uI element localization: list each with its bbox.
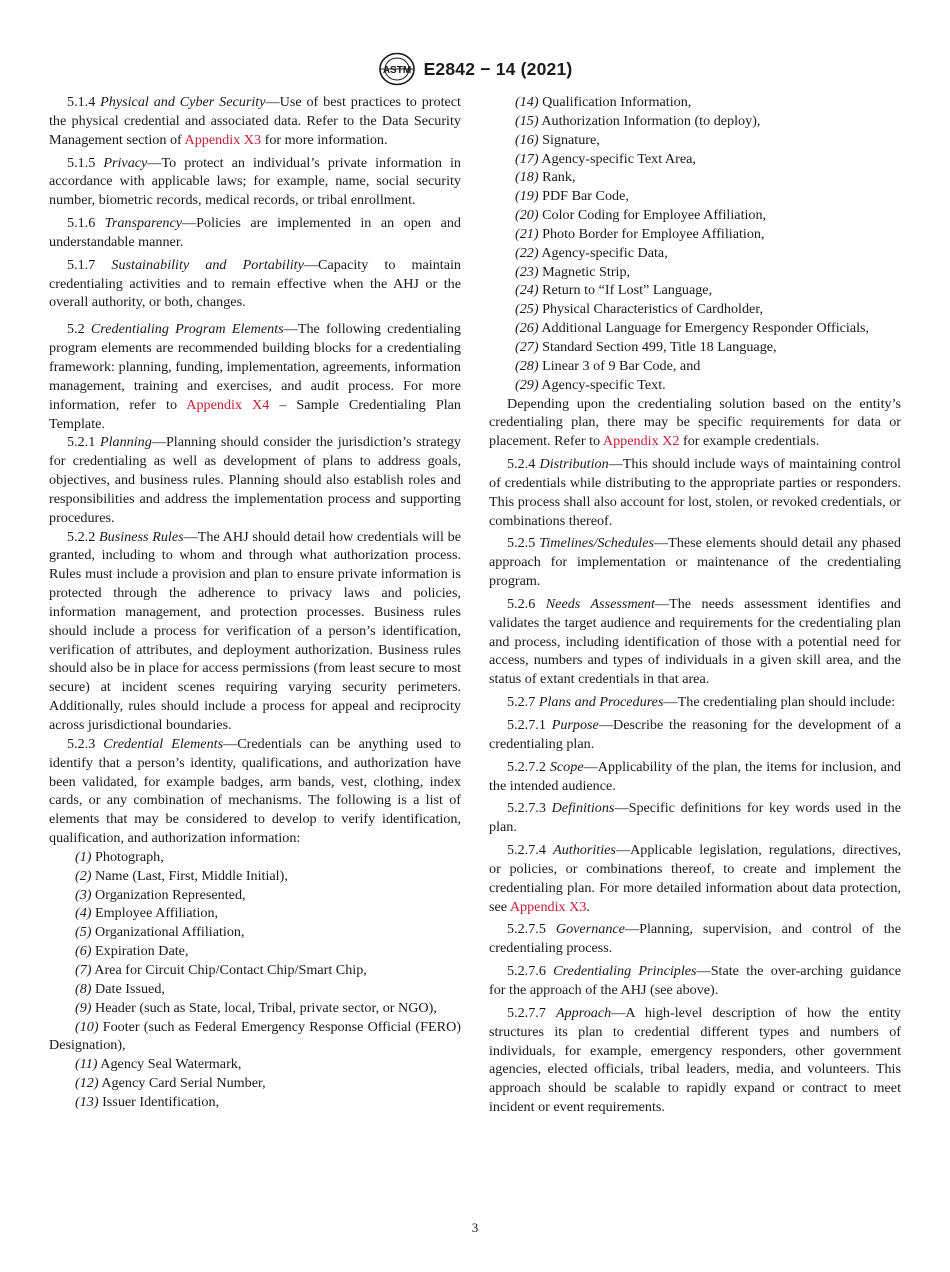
section-5-2-6: 5.2.6 Needs Assessment—The needs assessment identifies and validates the target audience and requirements for the credentialing plan and process, including identification of those with a potential need for access, numbers and types of individuals in a given skill area, and the status of extant credentials in that area. [489, 595, 901, 688]
section-5-2-3: 5.2.3 Credential Elements—Credentials can be anything used to identify that a person’s identity, qualifications, and authorization have been validated, for example badges, arm bands, vest, clothing, index cards, or any combination of mechanisms. The following is a list of elements that may be considered to develop to verify identification, qualification, and authorization information: [49, 735, 461, 847]
right-column [489, 93, 901, 1117]
section-5-2-2: 5.2.2 Business Rules—The AHJ should detail how credentials will be granted, including to whom and through what authorization process. Rules must include a provision and plan to ensure private information is protected through the adherence to privacy laws and policies, information management, and protection processes. Business rules should include a process for verification of a person’s identification, verification of attributes, and deployment authorization. Business rules should also be in place for access permissions (from least secure to most secure) at incident scenes requiring varying security perimeters. Additionally, rules should include a process for appeal and reciprocity across jurisdictional boundaries. [49, 528, 461, 733]
section-5-1-7: 5.1.7 Sustainability and Portability—Capacity to maintain credentialing activities and to remain effective when the AHJ or the overall authority, or both, changes. [49, 256, 461, 311]
list-item: (15) Authorization Information (to deploy), [515, 112, 761, 129]
section-5-2-7-7: 5.2.7.7 Approach—A high-level description of how the entity structures its plan to credential different types and numbers of individuals, for example, emergency responders, other government agencies, elected officials, tribal leaders, media, and volunteers. This approach should be scalable to rapidly expand or contract to meet incident or event requirements. [489, 1004, 902, 1116]
section-5-2-7-2: 5.2.7.2 Scope—Applicability of the plan, the items for inclusion, and the intended audience. [489, 758, 901, 794]
depending-paragraph: Depending upon the credentialing solution based on the entity’s credentialing plan, there may be specific requirements for data or placement. Refer to Appendix X2 for example credentials. [489, 395, 901, 450]
list-item: (22) Agency-specific Data, [515, 244, 668, 261]
section-5-2-7: 5.2.7 Plans and Procedures—The credentialing plan should include: [507, 694, 896, 711]
list-item: (14) Qualification Information, [515, 94, 692, 110]
standard-designation: E2842 − 14 (2021) [423, 58, 573, 79]
list-item: (5) Organizational Affiliation, [75, 924, 245, 941]
list-item: (11) Agency Seal Watermark, [75, 1056, 242, 1073]
list-item: (13) Issuer Identification, [75, 1093, 220, 1110]
list-item: (7) Area for Circuit Chip/Contact Chip/Smart Chip, [75, 961, 367, 978]
appendix-x2-link[interactable]: Appendix X2 [602, 433, 680, 450]
appendix-x4-link[interactable]: Appendix X4 [186, 396, 270, 413]
list-item: (21) Photo Border for Employee Affiliation, [515, 225, 765, 242]
section-5-1-5: 5.1.5 Privacy—To protect an individual’s private information in accordance with applicable laws; for example, name, social security number, biometric records, medical records, or tribal enrollment. [49, 154, 461, 209]
section-5-2-4: 5.2.4 Distribution—This should include ways of maintaining control of credentials while distributing to the appropriate parties or responders. This process shall also account for lost, stolen, or revoked credentials, or combinations thereof. [489, 456, 901, 529]
list-item: (2) Name (Last, First, Middle Initial), [75, 867, 288, 884]
list-item: (9) Header (such as State, local, Tribal, private sector, or NGO), [75, 999, 437, 1016]
section-5-2-5: 5.2.5 Timelines/Schedules—These elements should detail any phased approach for implementation or maintenance of the credentialing program. [489, 535, 901, 590]
page-header [0, 50, 950, 88]
section-5-1-6: 5.1.6 Transparency—Policies are implemented in an open and understandable manner. [49, 215, 461, 250]
list-item: (26) Additional Language for Emergency Responder Officials, [515, 320, 870, 337]
page-number: 3 [471, 1220, 479, 1235]
logo-text: ASTM [382, 65, 411, 76]
list-item: (19) PDF Bar Code, [515, 188, 629, 205]
list-item: (10) Footer (such as Federal Emergency Response Official (FERO) Designation), [49, 1018, 461, 1054]
list-item: (16) Signature, [515, 131, 600, 148]
section-5-2-7-4: 5.2.7.4 Authorities—Applicable legislation, regulations, directives, or policies, or combinations thereof, to create and implement the credentialing plan. For more detailed information about data protection, see Appendix X3. [489, 842, 901, 915]
list-item: (8) Date Issued, [75, 980, 165, 997]
list-item: (3) Organization Represented, [75, 886, 246, 903]
appendix-x3-link[interactable]: Appendix X3 [184, 131, 262, 148]
section-5-2-7-5: 5.2.7.5 Governance—Planning, supervision, and control of the credentialing process. [489, 921, 901, 957]
section-5-2: 5.2 Credentialing Program Elements—The following credentialing program elements are recommended building blocks for a credentialing framework: planning, funding, implementation, agreements, information management, training and exercises, and audit process. For more information, refer to Appendix X4 – Sample Credentialing Plan Template. [49, 321, 461, 432]
list-item: (6) Expiration Date, [75, 943, 189, 960]
appendix-x3-link[interactable]: Appendix X3 [509, 898, 587, 915]
astm-logo-icon [378, 52, 416, 86]
list-item: (1) Photograph, [75, 848, 164, 865]
section-5-2-7-3: 5.2.7.3 Definitions—Specific definitions for key words used in the plan. [489, 800, 901, 836]
list-item: (23) Magnetic Strip, [515, 263, 631, 280]
list-item: (24) Return to “If Lost” Language, [515, 282, 713, 299]
list-item: (20) Color Coding for Employee Affiliation, [515, 207, 767, 224]
section-5-2-7-1: 5.2.7.1 Purpose—Describe the reasoning for the development of a credentialing plan. [489, 717, 902, 752]
list-item: (29) Agency-specific Text. [515, 376, 666, 393]
list-item: (18) Rank, [515, 169, 576, 186]
list-item: (4) Employee Affiliation, [75, 905, 219, 922]
list-item: (27) Standard Section 499, Title 18 Language, [515, 338, 777, 355]
list-item: (17) Agency-specific Text Area, [515, 150, 696, 167]
section-5-2-1: 5.2.1 Planning—Planning should consider the jurisdiction’s strategy for credentialing as well as development of plans to address goals, objectives, and business rules. Planning should also establish roles and responsibilities and address the implementation process and supporting procedures. [49, 434, 461, 526]
list-item: (28) Linear 3 of 9 Bar Code, and [515, 357, 701, 374]
section-5-2-7-6: 5.2.7.6 Credentialing Principles—State the over-arching guidance for the approach of the AHJ (see above). [489, 963, 901, 998]
list-item: (12) Agency Card Serial Number, [75, 1075, 266, 1092]
left-column [49, 93, 461, 1112]
list-item: (25) Physical Characteristics of Cardholder, [515, 301, 764, 318]
section-5-1-4: 5.1.4 Physical and Cyber Security—Use of best practices to protect the physical credential and associated data. Refer to the Data Security Management section of Appendix X3 for more information. [49, 94, 461, 148]
